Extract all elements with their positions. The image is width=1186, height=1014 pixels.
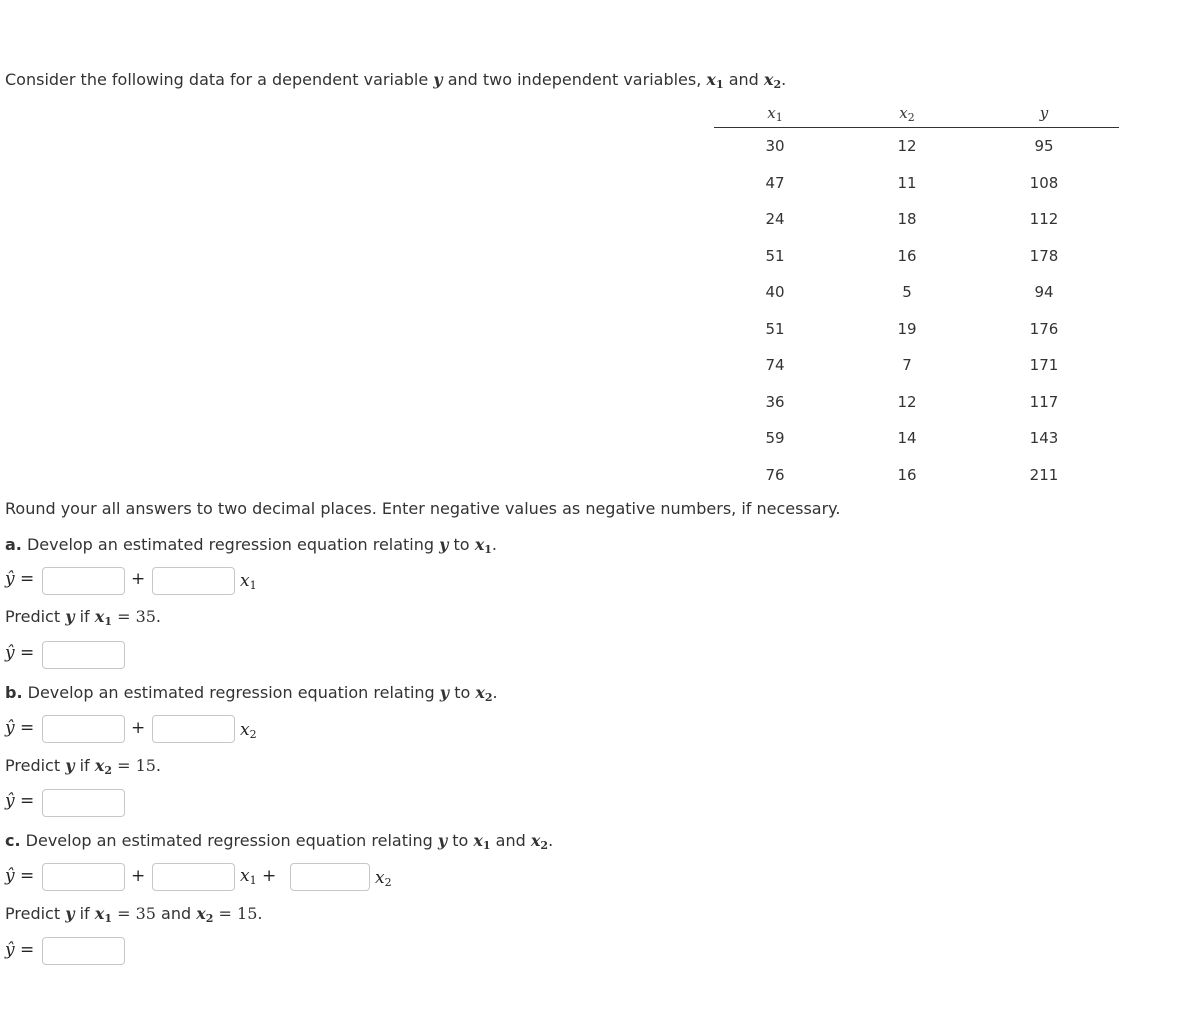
period: . <box>548 831 554 850</box>
table-cell: 12 <box>897 137 917 155</box>
table-cell: 47 <box>765 174 785 192</box>
instructions: Round your all answers to two decimal places. Enter negative values as negative numbers, if necessary. <box>5 499 841 518</box>
part-label: b. <box>5 683 23 702</box>
var-x-letter: x <box>375 868 385 888</box>
equals-sign: = <box>20 643 35 663</box>
equals-sign: = <box>20 569 35 589</box>
header-var: x <box>767 104 776 122</box>
var-x2 <box>764 70 781 89</box>
part-c-prediction-lhs <box>5 940 34 960</box>
predict-label: Predict <box>5 904 61 923</box>
part-a-prediction-lhs <box>5 643 34 663</box>
subscript: 1 <box>484 543 492 556</box>
table-cell: 11 <box>897 174 917 192</box>
and-text: and <box>161 904 192 923</box>
table-cell: 51 <box>765 247 785 265</box>
table-cell: 59 <box>765 429 785 447</box>
subscript: 2 <box>104 764 112 777</box>
part-b-prediction-input[interactable] <box>42 789 125 817</box>
and-text: and <box>495 831 526 850</box>
plus-sign: + <box>262 866 277 886</box>
subscript: 1 <box>775 111 783 124</box>
table-cell: 16 <box>897 247 917 265</box>
table-cell: 12 <box>897 393 917 411</box>
predict-value <box>136 607 161 626</box>
var-x-letter: x <box>196 904 206 923</box>
subscript: 1 <box>104 615 112 628</box>
subscript: 2 <box>773 78 782 91</box>
var-x-letter: x <box>706 70 716 89</box>
table-cell: 176 <box>1029 320 1059 338</box>
var-x-letter: x <box>240 571 250 591</box>
if-label: if <box>79 756 90 775</box>
table-cell: 24 <box>765 210 785 228</box>
y-hat: ŷ <box>5 569 15 589</box>
var-y: y <box>65 904 75 923</box>
part-c-coef1-input[interactable] <box>152 863 235 891</box>
y-hat: ŷ <box>5 643 15 663</box>
table-cell: 14 <box>897 429 917 447</box>
table-cell: 178 <box>1029 247 1059 265</box>
value-text: 35 <box>135 607 156 626</box>
intro-part: and <box>728 70 759 89</box>
var-x1-term <box>240 866 276 886</box>
var-y: y <box>439 535 449 554</box>
prompt-text: to <box>453 535 470 554</box>
predict-label: Predict <box>5 607 61 626</box>
part-c-predict-text <box>5 904 262 923</box>
var-x-letter: x <box>94 607 105 626</box>
table-cell: 95 <box>1034 137 1054 155</box>
var-y: y <box>437 831 448 850</box>
y-hat: ŷ <box>5 940 15 960</box>
equals-sign: = <box>117 607 131 626</box>
part-c-coef2-input[interactable] <box>290 863 370 891</box>
part-label: a. <box>5 535 22 554</box>
table-cell: 74 <box>765 356 785 374</box>
equals-sign: = <box>117 756 131 775</box>
var-x-letter: x <box>94 756 105 775</box>
var-y: y <box>439 683 450 702</box>
equals-sign: = <box>20 866 35 886</box>
part-a-equation-lhs <box>5 569 34 589</box>
part-c-equation-lhs <box>5 866 34 886</box>
predict-value <box>136 756 161 775</box>
var-x1 <box>240 571 257 591</box>
var-x1 <box>706 70 723 89</box>
part-c-intercept-input[interactable] <box>42 863 125 891</box>
table-cell: 36 <box>765 393 785 411</box>
var-y: y <box>65 756 75 775</box>
table-cell: 16 <box>897 466 917 484</box>
part-a-prompt <box>5 535 497 554</box>
predict-value: 35 <box>135 904 156 923</box>
table-cell: 171 <box>1029 356 1059 374</box>
var-x-letter: x <box>94 904 105 923</box>
var-x1 <box>475 535 492 554</box>
if-label: if <box>79 904 90 923</box>
subscript: 1 <box>104 912 112 925</box>
var-x2 <box>196 904 213 923</box>
intro-text <box>5 70 786 89</box>
var-x-letter: x <box>763 70 774 89</box>
period: . <box>491 535 497 554</box>
part-b-prompt <box>5 683 498 702</box>
var-x1 <box>473 831 490 850</box>
predict-value <box>237 904 262 923</box>
period: . <box>492 683 498 702</box>
table-header-x1 <box>745 104 805 122</box>
var-x2 <box>240 720 257 740</box>
table-cell: 117 <box>1029 393 1059 411</box>
table-cell: 51 <box>765 320 785 338</box>
period: . <box>155 756 162 775</box>
table-cell: 30 <box>765 137 785 155</box>
period: . <box>257 904 263 923</box>
var-x2 <box>95 756 112 775</box>
period: . <box>155 607 162 626</box>
subscript: 2 <box>205 912 214 925</box>
part-b-slope-input[interactable] <box>152 715 235 743</box>
table-header-x2 <box>877 104 937 122</box>
equals-sign: = <box>20 940 35 960</box>
var-x2 <box>375 868 392 888</box>
var-y: y <box>65 607 75 626</box>
plus-sign: + <box>131 569 146 589</box>
part-b-intercept-input[interactable] <box>42 715 125 743</box>
var-x-letter: x <box>474 535 485 554</box>
subscript: 2 <box>249 728 257 741</box>
table-cell: 94 <box>1034 283 1054 301</box>
part-label: c. <box>5 831 21 850</box>
value-text: 15 <box>237 904 258 923</box>
part-b-predict-text <box>5 756 161 775</box>
table-cell: 18 <box>897 210 917 228</box>
table-cell: 112 <box>1029 210 1059 228</box>
prompt-text: Develop an estimated regression equation relating <box>27 683 435 702</box>
table-cell: 211 <box>1029 466 1059 484</box>
y-hat: ŷ <box>5 866 15 886</box>
subscript: 2 <box>540 839 549 852</box>
y-hat: ŷ <box>5 718 15 738</box>
equals-sign: = <box>117 904 131 923</box>
plus-sign: + <box>131 718 146 738</box>
y-hat: ŷ <box>5 791 15 811</box>
var-x-letter: x <box>530 831 541 850</box>
prompt-text: to <box>452 831 469 850</box>
value-text: 15 <box>135 756 156 775</box>
period: . <box>781 70 787 89</box>
subscript: 2 <box>484 691 493 704</box>
var-x1 <box>95 904 112 923</box>
subscript: 1 <box>249 874 257 887</box>
var-x-letter: x <box>475 683 485 702</box>
part-a-prediction-input[interactable] <box>42 641 125 669</box>
var-x1 <box>95 607 112 626</box>
if-label: if <box>79 607 90 626</box>
prompt-text: to <box>454 683 471 702</box>
equals-sign: = <box>20 791 35 811</box>
predict-label: Predict <box>5 756 61 775</box>
var-x-letter: x <box>240 720 250 740</box>
var-x-letter: x <box>473 831 483 850</box>
plus-sign: + <box>131 866 146 886</box>
table-cell: 19 <box>897 320 917 338</box>
var-x2 <box>475 683 492 702</box>
subscript: 2 <box>384 876 392 889</box>
table-cell: 108 <box>1029 174 1059 192</box>
subscript: 1 <box>249 579 257 592</box>
table-cell: 76 <box>765 466 785 484</box>
subscript: 1 <box>715 78 724 91</box>
equals-sign: = <box>20 718 35 738</box>
header-var: y <box>1039 104 1049 122</box>
table-cell: 7 <box>902 356 912 374</box>
part-a-predict-text <box>5 607 161 626</box>
table-cell: 5 <box>902 283 912 301</box>
table-cell: 40 <box>765 283 785 301</box>
prompt-text: Develop an estimated regression equation relating <box>25 831 433 850</box>
equals-sign: = <box>218 904 232 923</box>
subscript: 2 <box>907 111 915 124</box>
part-c-prompt <box>5 831 553 850</box>
header-var: x <box>899 104 908 122</box>
part-b-equation-lhs <box>5 718 34 738</box>
part-a-slope-input[interactable] <box>152 567 235 595</box>
part-b-prediction-lhs <box>5 791 34 811</box>
intro-part: Consider the following data for a dependent variable <box>5 70 429 89</box>
table-cell: 143 <box>1029 429 1059 447</box>
var-x2 <box>531 831 548 850</box>
var-x-letter: x <box>240 866 250 886</box>
part-a-intercept-input[interactable] <box>42 567 125 595</box>
subscript: 1 <box>482 839 491 852</box>
table-header-rule <box>714 127 1119 128</box>
table-header-y <box>1014 104 1074 122</box>
intro-part: and two independent variables, <box>447 70 702 89</box>
prompt-text: Develop an estimated regression equation relating <box>26 535 435 554</box>
var-y: y <box>433 70 443 89</box>
part-c-prediction-input[interactable] <box>42 937 125 965</box>
